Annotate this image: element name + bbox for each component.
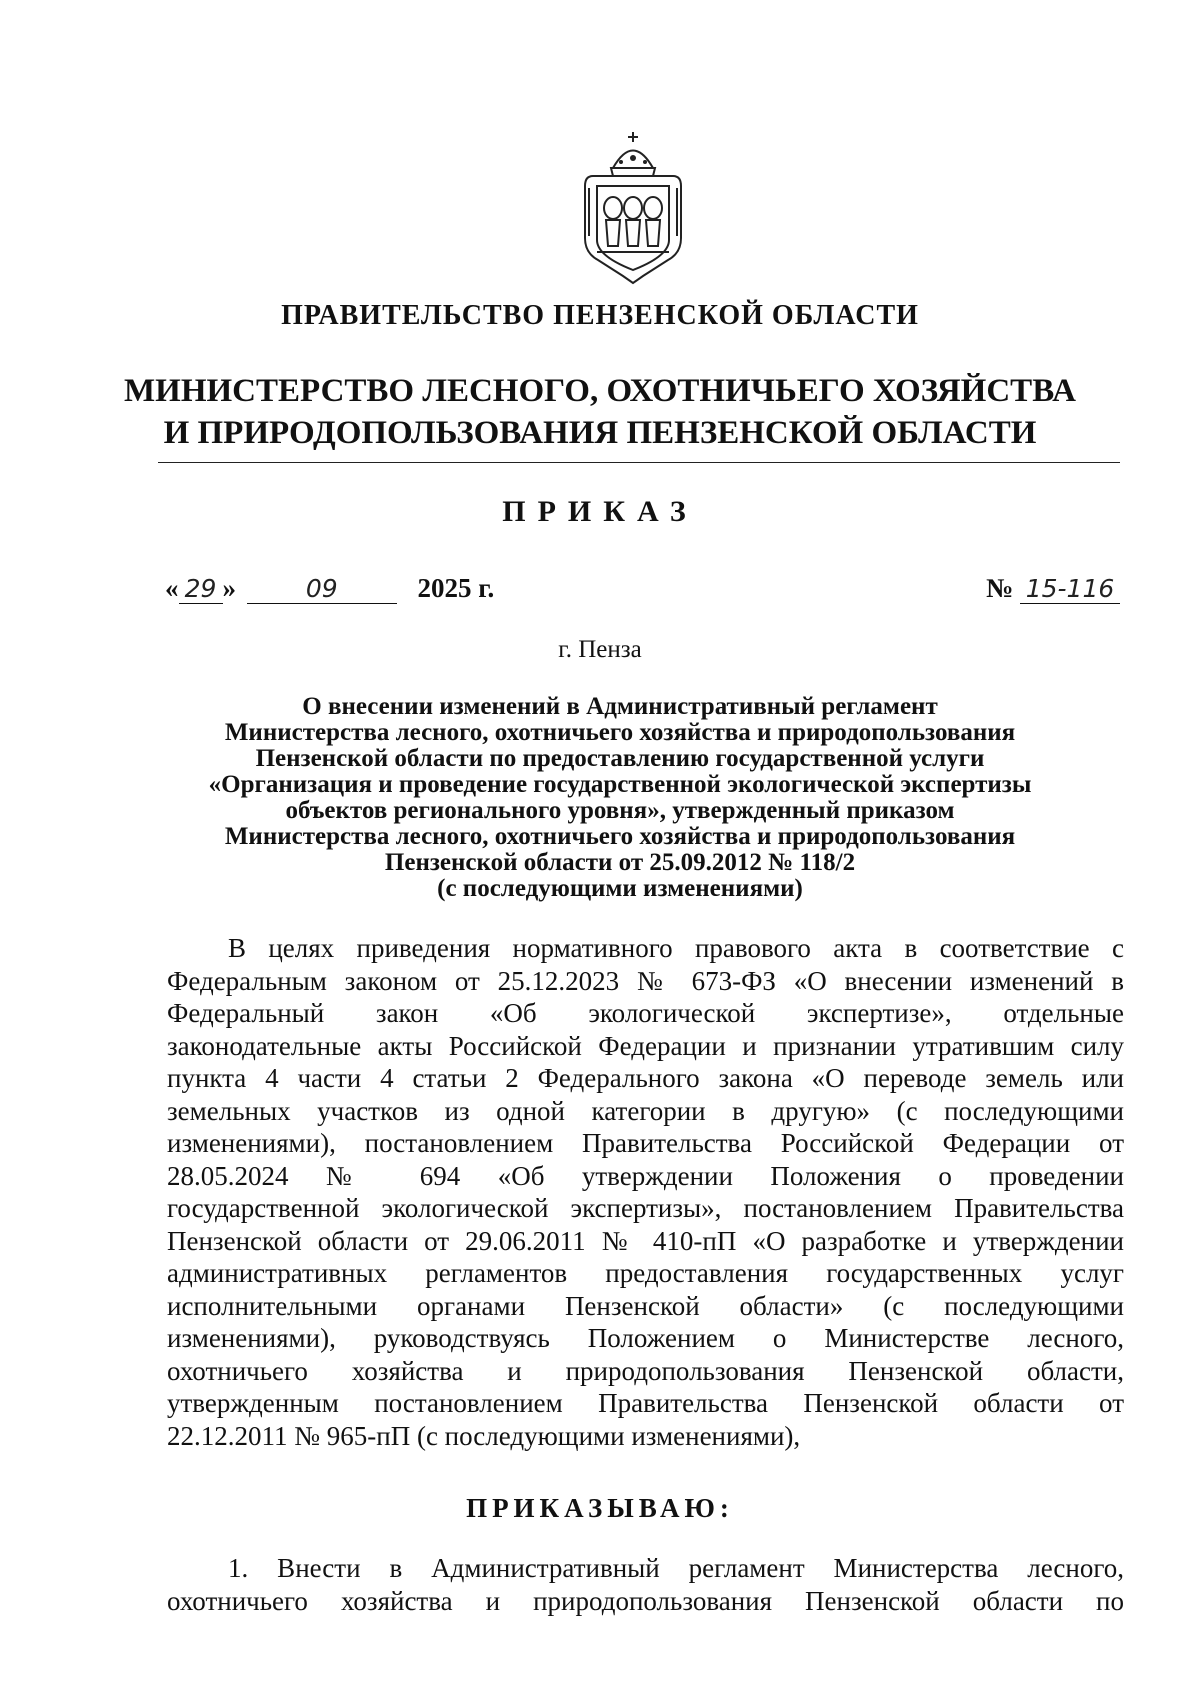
title-line: Министерства лесного, охотничьего хозяйства и природопользования [224, 823, 1016, 850]
body-line: Пензенской области от 29.06.2011 № 410-пП «О разработке и утверждении [167, 1225, 1124, 1256]
body-line: 28.05.2024 № 694 «Об утверждении Положения о проведении [167, 1160, 1124, 1191]
title-line: (с последующими изменениями) [437, 875, 803, 902]
date-month-handwritten: 09 [247, 575, 397, 604]
ministry-heading-line-2: И ПРИРОДОПОЛЬЗОВАНИЯ ПЕНЗЕНСКОЙ ОБЛАСТИ [163, 415, 1037, 451]
number-handwritten: 15-116 [1020, 575, 1120, 604]
title-line: Пензенской области по предоставлению государственной услуги [255, 745, 985, 772]
order-heading: ПРИКАЗЫВАЮ: [466, 1493, 734, 1523]
body-line: земельных участков из одной категории в другую» (с последующими [167, 1095, 1124, 1126]
body-line: пункта 4 части 4 статьи 2 Федерального закона «О переводе земель или [167, 1063, 1124, 1093]
date-close-quote: » [222, 573, 236, 603]
title-line: «Организация и проведение государственной экологической экспертизы [208, 771, 1032, 798]
item-line: 1. Внести в Административный регламент Министерства лесного, [228, 1553, 1124, 1583]
body-line: утвержденным постановлением Правительства Пензенской области от [167, 1388, 1124, 1418]
title-line: О внесении изменений в Административный регламент [302, 693, 938, 720]
body-line: государственной экологической экспертизы», постановлением Правительства [167, 1193, 1124, 1223]
body-line: Федеральным законом от 25.12.2023 № 673-ФЗ «О внесении изменений в [167, 965, 1124, 996]
body-line: изменениями), руководствуясь Положением о Министерстве лесного, [167, 1323, 1124, 1353]
document-city: г. Пенза [558, 636, 642, 663]
date-open-quote: « [165, 573, 179, 603]
coat-of-arms-icon [573, 128, 693, 288]
body-line: Федеральный закон «Об экологической экспертизе», отдельные [167, 998, 1124, 1028]
date-year: 2025 г. [417, 573, 495, 603]
body-line: законодательные акты Российской Федерации и признании утратившим силу [167, 1030, 1124, 1061]
date-day-handwritten: 29 [179, 575, 223, 604]
body-line: исполнительными органами Пензенской области» (с последующими [167, 1290, 1124, 1321]
body-line: административных регламентов предоставления государственных услуг [167, 1258, 1124, 1288]
document-title [140, 694, 1100, 902]
title-line: Министерства лесного, охотничьего хозяйства и природопользования [224, 719, 1016, 746]
order-item-1 [167, 1552, 1124, 1617]
title-line: Пензенской области от 25.09.2012 № 118/2 [384, 849, 856, 876]
body-line: 22.12.2011 № 965-пП (с последующими изменениями), [167, 1420, 801, 1451]
number-label: № [986, 573, 1014, 603]
header-divider [158, 462, 1120, 463]
item-line: охотничьего хозяйства и природопользования Пензенской области по [167, 1585, 1124, 1616]
government-heading: ПРАВИТЕЛЬСТВО ПЕНЗЕНСКОЙ ОБЛАСТИ [281, 300, 919, 331]
body-line: охотничьего хозяйства и природопользования Пензенской области, [167, 1355, 1124, 1386]
document-type-heading: ПРИКАЗ [502, 495, 698, 528]
body-line: В целях приведения нормативного правового акта в соответствие с [228, 933, 1124, 963]
ministry-heading-line-1: МИНИСТЕРСТВО ЛЕСНОГО, ОХОТНИЧЬЕГО ХОЗЯЙСТВА [124, 373, 1076, 409]
document-date [165, 573, 494, 604]
title-line: объектов регионального уровня», утвержденный приказом [285, 797, 955, 824]
ministry-heading [0, 370, 1200, 454]
document-number [986, 573, 1120, 604]
body-line: изменениями), постановлением Правительства Российской Федерации от [167, 1128, 1124, 1158]
preamble-paragraph [167, 932, 1124, 1452]
